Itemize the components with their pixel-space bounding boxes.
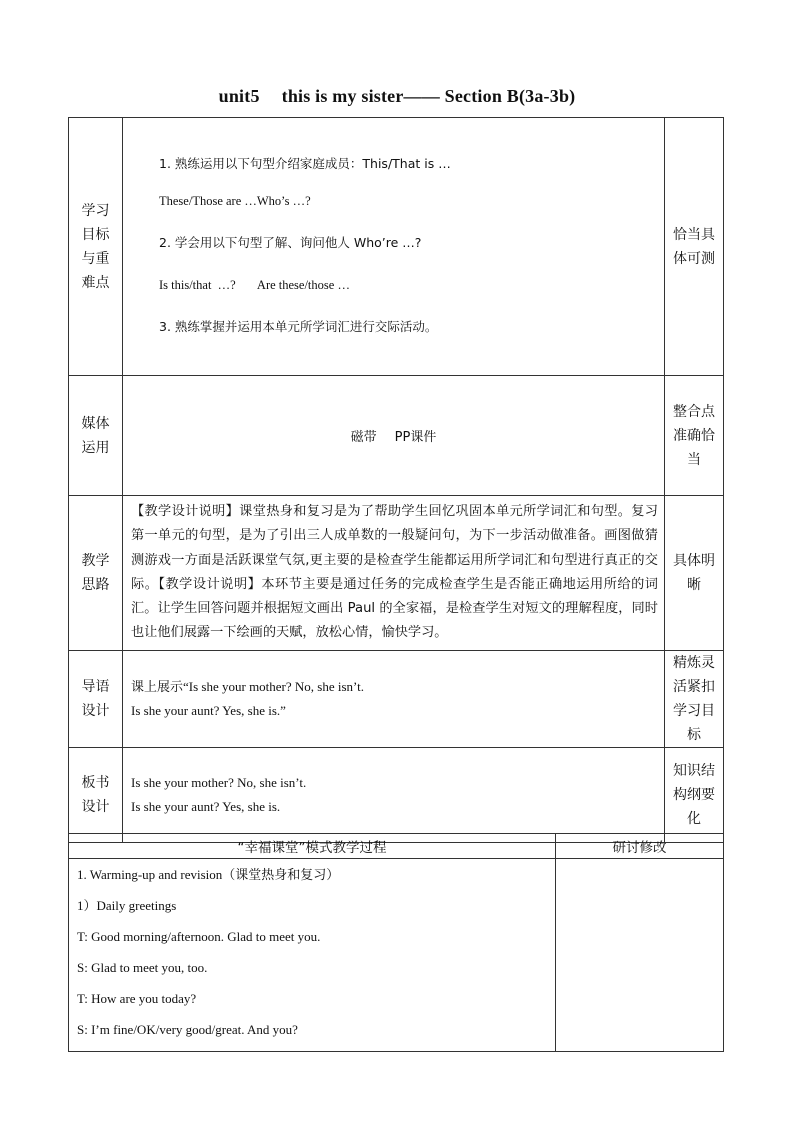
note-board: 知识结构纲要化 [665, 747, 724, 842]
goal-line: 3. 熟练掌握并运用本单元所学词汇进行交际活动。 [159, 318, 438, 334]
title-main: this is my sister—— Section B(3a-3b) [281, 86, 576, 106]
page-title [0, 86, 794, 107]
note-goals: 恰当具体可测 [665, 118, 724, 376]
process-content [69, 859, 556, 1052]
goal-line: These/Those are …Who’s …? [159, 193, 311, 208]
board-line: Is she your aunt? Yes, she is. [131, 798, 281, 814]
title-unit: unit5 [218, 86, 260, 106]
board-content [123, 747, 665, 842]
board-line: Is she your mother? No, she isn’t. [131, 774, 307, 790]
label-thinking: 教学思路 [69, 496, 123, 651]
process-line: T: How are you today? [77, 991, 197, 1006]
row-media [69, 376, 724, 496]
label-goals: 学习目标与重难点 [69, 118, 123, 376]
process-line: 1）Daily greetings [77, 898, 177, 913]
row-lead-in [69, 650, 724, 747]
media-content [123, 376, 665, 496]
row-goals [69, 118, 724, 376]
revision-header: 研讨修改 [556, 834, 724, 859]
revision-content [556, 859, 724, 1052]
label-board: 板书设计 [69, 747, 123, 842]
media-item-tape: 磁带 [350, 430, 377, 445]
row-board [69, 747, 724, 842]
note-thinking: 具体明晰 [665, 496, 724, 651]
media-item-ppt: PP课件 [394, 430, 437, 445]
process-body-row [69, 859, 724, 1052]
note-lead-in: 精炼灵活紧扣学习目标 [665, 650, 724, 747]
process-table [68, 833, 724, 1052]
goals-content [123, 118, 665, 376]
label-lead-in: 导语设计 [69, 650, 123, 747]
process-line: S: Glad to meet you, too. [77, 960, 208, 975]
process-header: “幸福课堂”模式教学过程 [69, 834, 556, 859]
lesson-plan-table [68, 117, 724, 843]
lead-in-line: 课上展示“Is she your mother? No, she isn’t. [131, 678, 365, 694]
goal-line: 2. 学会用以下句型了解、询问他人 Who’re …? [159, 234, 422, 250]
process-line: T: Good morning/afternoon. Glad to meet you. [77, 929, 321, 944]
thinking-content: 【教学设计说明】课堂热身和复习是为了帮助学生回忆巩固本单元所学词汇和句型。复习第一单元的句型，是为了引出三人成单数的一般疑问句，为下一步活动做准备。画图做猜测游戏一方面是活跃课堂气氛,更主要的是检查学生能都运用所学词汇和句型进行真正的交际。【教学设计说明】本环节主要是通过任务的完成检查学生是否能正确地运用所给的词汇。让学生回答问题并根据短文画出 Paul 的全家福，是检查学生对短文的理解程度，同时也让他们展露一下绘画的天赋，放松心情，愉快学习。 [123, 496, 665, 651]
process-line: S: I’m fine/OK/very good/great. And you? [77, 1022, 298, 1037]
row-thinking [69, 496, 724, 651]
lead-in-line: Is she your aunt? Yes, she is.” [131, 702, 286, 718]
process-header-row [69, 834, 724, 859]
goal-line: 1. 熟练运用以下句型介绍家庭成员：This/That is … [159, 155, 451, 171]
note-media: 整合点准确恰当 [665, 376, 724, 496]
goal-line: Is this/that …? Are these/those … [159, 277, 350, 292]
label-media: 媒体运用 [69, 376, 123, 496]
process-line: 1. Warming-up and revision（课堂热身和复习） [77, 867, 340, 882]
lead-in-content [123, 650, 665, 747]
